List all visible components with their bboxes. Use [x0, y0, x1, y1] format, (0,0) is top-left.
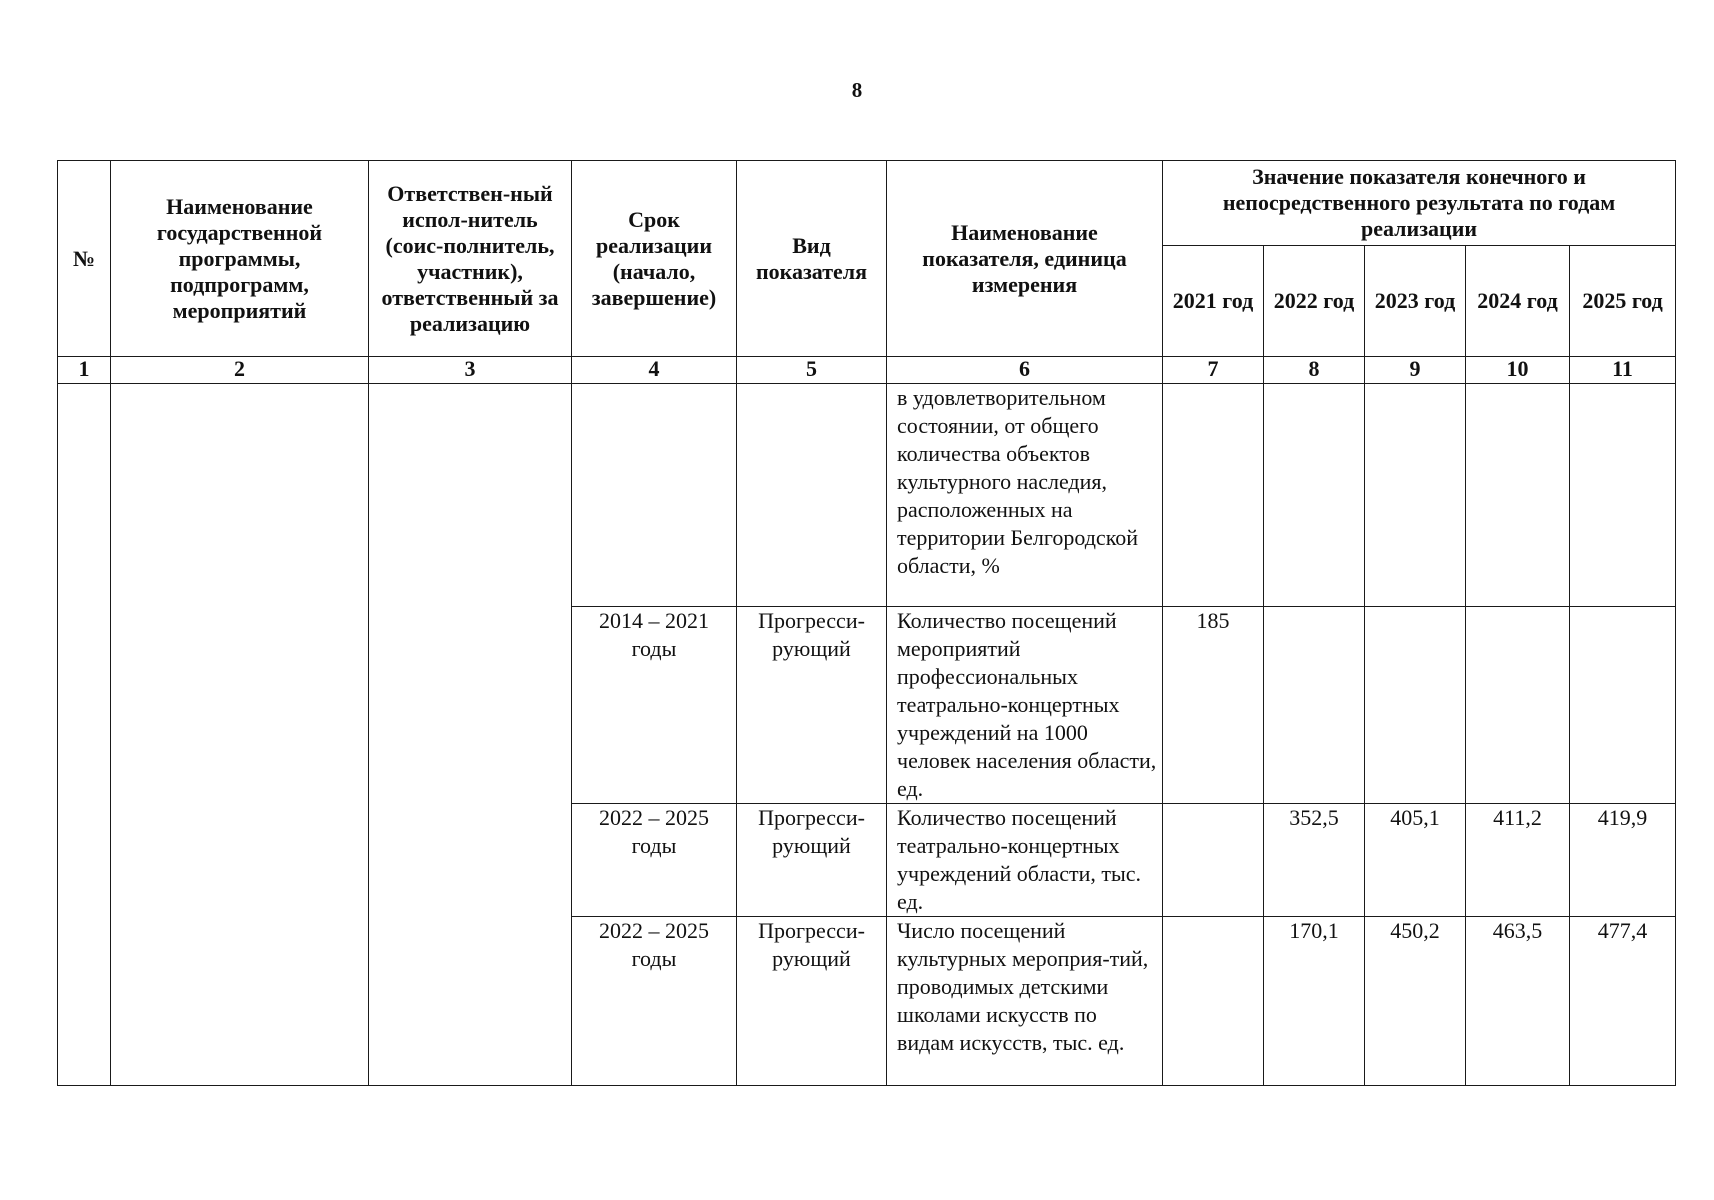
- value-cell: 352,5: [1264, 804, 1365, 917]
- page-number: 8: [851, 78, 863, 102]
- value-cell: [1264, 607, 1365, 804]
- header-number: №: [58, 161, 111, 357]
- header-year: 2023 год: [1365, 246, 1466, 357]
- period-cell: 2022 – 2025 годы: [572, 917, 737, 1086]
- indicator-type-cell: Прогресси-рующий: [737, 804, 887, 917]
- column-number: 9: [1365, 357, 1466, 384]
- value-cell: [1264, 384, 1365, 607]
- column-number: 5: [737, 357, 887, 384]
- executor-cell: [369, 384, 572, 1086]
- value-cell: 450,2: [1365, 917, 1466, 1086]
- header-executor: Ответствен-ный испол-нитель (соис-полнитель, участник), ответственный за реализацию: [369, 161, 572, 357]
- indicator-name-cell: Количество посещений театрально-концертных учреждений области, тыс. ед.: [887, 804, 1163, 917]
- column-number: 6: [887, 357, 1163, 384]
- period-cell: 2014 – 2021 годы: [572, 607, 737, 804]
- indicator-name-cell: Количество посещений мероприятий профессиональных театрально-концертных учреждений на 1000 человек населения области, ед.: [887, 607, 1163, 804]
- value-cell: 477,4: [1570, 917, 1676, 1086]
- value-cell: [1365, 607, 1466, 804]
- indicator-type-cell: [737, 384, 887, 607]
- column-number: 10: [1466, 357, 1570, 384]
- header-program: Наименование государственной программы, подпрограмм, мероприятий: [111, 161, 369, 357]
- value-cell: 405,1: [1365, 804, 1466, 917]
- indicator-type-cell: Прогресси-рующий: [737, 607, 887, 804]
- period-cell: 2022 – 2025 годы: [572, 804, 737, 917]
- indicator-name-cell: в удовлетворительном состоянии, от общего количества объектов культурного наследия, расположенных на территории Белгородской области, %: [887, 384, 1163, 607]
- column-number: 3: [369, 357, 572, 384]
- value-cell: 463,5: [1466, 917, 1570, 1086]
- column-number: 1: [58, 357, 111, 384]
- value-cell: [1570, 384, 1676, 607]
- table-row: [58, 384, 1676, 607]
- indicator-type-cell: Прогресси-рующий: [737, 917, 887, 1086]
- column-number: 4: [572, 357, 737, 384]
- number-cell: [58, 384, 111, 1086]
- column-number: 8: [1264, 357, 1365, 384]
- value-cell: [1466, 607, 1570, 804]
- period-cell: [572, 384, 737, 607]
- header-year: 2024 год: [1466, 246, 1570, 357]
- header-year: 2021 год: [1163, 246, 1264, 357]
- header-indicator-type: Вид показателя: [737, 161, 887, 357]
- value-cell: 411,2: [1466, 804, 1570, 917]
- value-cell: [1570, 607, 1676, 804]
- program-cell: [111, 384, 369, 1086]
- value-cell: 170,1: [1264, 917, 1365, 1086]
- header-values-group: Значение показателя конечного и непосредственного результата по годам реализации: [1163, 161, 1676, 246]
- value-cell: 419,9: [1570, 804, 1676, 917]
- header-indicator-name: Наименование показателя, единица измерения: [887, 161, 1163, 357]
- column-number: 2: [111, 357, 369, 384]
- indicator-name-cell: Число посещений культурных мероприя-тий, проводимых детскими школами искусств по видам искусств, тыс. ед.: [887, 917, 1163, 1086]
- value-cell: [1163, 804, 1264, 917]
- value-cell: [1163, 384, 1264, 607]
- header-year: 2025 год: [1570, 246, 1676, 357]
- value-cell: [1163, 917, 1264, 1086]
- column-number: 11: [1570, 357, 1676, 384]
- value-cell: [1466, 384, 1570, 607]
- header-period: Срок реализации (начало, завершение): [572, 161, 737, 357]
- value-cell: [1365, 384, 1466, 607]
- value-cell: 185: [1163, 607, 1264, 804]
- column-numbers-row: [58, 357, 1676, 384]
- indicator-table: [57, 160, 1676, 1086]
- column-number: 7: [1163, 357, 1264, 384]
- header-year: 2022 год: [1264, 246, 1365, 357]
